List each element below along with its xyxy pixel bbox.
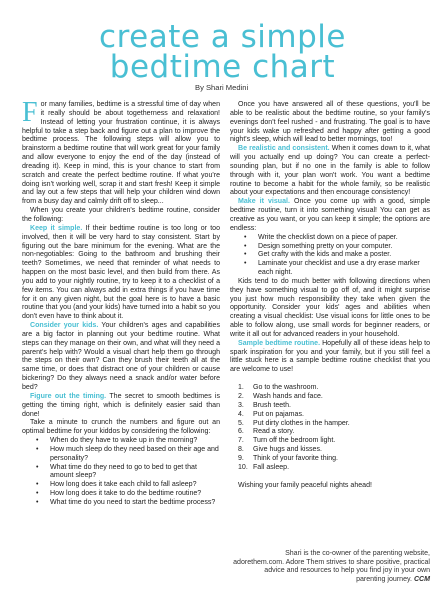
list-number: 7. xyxy=(238,437,244,445)
list-text: Go to the washroom. xyxy=(253,384,319,392)
answers-paragraph: Once you have answered all of these questions, you'll be able to be realistic about the bedtime routine, so your family's evenings don't feel rushed - and frustrating. The goal is to have your kids wake up refreshed and happy after getting a good night's sleep, which will lead to better mornings, too! xyxy=(230,101,430,144)
list-number: 1. xyxy=(238,384,244,392)
list-text: Think of your favorite thing. xyxy=(253,454,338,462)
bio-line: Shari is the co-owner of the parenting website, xyxy=(285,550,430,557)
list-item xyxy=(230,455,430,464)
list-text: Fall asleep. xyxy=(253,463,290,471)
author-bio xyxy=(230,550,430,584)
list-number: 10. xyxy=(238,463,248,471)
bio-line: advice and resources to help you find joy in your own xyxy=(264,567,430,575)
keep-simple-paragraph xyxy=(22,225,220,322)
list-item xyxy=(230,402,430,411)
list-item xyxy=(230,411,430,420)
timing-heading: Figure out the timing. xyxy=(30,392,107,400)
kids-visual-paragraph: Kids tend to do much better with following directions when they have something visual to go off of, and it might surprise you just how much responsibility they take when given the opportunity. Consider your kids' ages and abilities when creating a visual checklist: Use visual icons for little ones to be able to follow along, use small words for beginner readers, or write it all out for advanced readers in your household. xyxy=(230,277,430,338)
list-item: • Design something pretty on your computer. xyxy=(258,243,430,252)
list-number: 2. xyxy=(238,393,244,400)
realistic-heading: Be realistic and consistent. xyxy=(238,145,330,153)
bio-line xyxy=(230,576,430,585)
sample-text: Hopefully all of these ideas help to spark inspiration for you and your family, but if you still feel a little stuck here is a sample bedtime routine checklist that you are welcome to use! xyxy=(230,339,430,374)
column-right xyxy=(230,101,430,490)
timing-text: The secret to smooth bedtimes is getting the timing right, which is definitely easier said than done! xyxy=(22,392,221,418)
visual-options-list xyxy=(230,234,430,278)
list-text: Put dirty clothes in the hamper. xyxy=(253,419,350,427)
title-line-1: create a simple xyxy=(99,19,346,55)
list-item: • How long does it take each child to fall asleep? xyxy=(50,481,220,490)
sample-paragraph xyxy=(230,340,430,375)
list-item: • What time do they need to go to bed to get that amount sleep? xyxy=(50,464,220,482)
realistic-paragraph xyxy=(230,145,430,198)
consider-kids-paragraph xyxy=(22,322,220,393)
list-item xyxy=(230,464,430,473)
list-item xyxy=(230,420,430,429)
magazine-mark: CCM xyxy=(413,575,430,583)
list-text: Put on pajamas. xyxy=(253,410,304,418)
list-text: Brush teeth. xyxy=(253,401,291,409)
bio-line: adorethem.com. Adore Them strives to share positive, practical xyxy=(233,558,430,566)
column-left xyxy=(22,97,221,508)
keep-simple-heading: Keep it simple. xyxy=(30,224,83,232)
timing-questions-list xyxy=(22,437,220,508)
list-number: 9. xyxy=(238,454,244,462)
visual-paragraph xyxy=(230,198,430,233)
list-number: 6. xyxy=(238,428,244,436)
consider-kids-heading: Consider your kids. xyxy=(30,322,99,330)
intro-text: or many families, bedtime is a stressful time of day when it really should be about togetherness and relaxation! Instead of letting your frustration continue, it is always helpful to take a step back and figure out a plan to improve the bedtime process. The following steps will allow you to brainstorm a bedtime routine that will work great for your family and allow everyone to enjoy the end of the day (instead of dreading it). Keep in mind, this is your chance to start from scratch and create the perfect bedtime routine. If what you're doing isn't working well, scrap it and start fresh! Keep it simple and lay out a few steps that will help your children wind down from a busy day and calmly drift off to sleep... xyxy=(22,101,220,206)
list-text: Wash hands and face. xyxy=(253,393,323,400)
byline: By Shari Medini xyxy=(195,83,249,92)
consider-kids-text: Your children's ages and capabilities are a big factor in planning out your bedtime routine. What steps can they manage on their own, and what will they need a parent's help with? Would a visual chart help them go through the steps on their own? Can they brush their teeth all at the same time, or does that distract one of your children or cause bickering? Do they always need a snack and/or water before bed? xyxy=(22,322,220,391)
list-item xyxy=(230,437,430,446)
list-item xyxy=(230,384,430,393)
timing-paragraph-2: Take a minute to crunch the numbers and figure out an optimal bedtime for your kiddos by considering the following: xyxy=(22,419,220,436)
intro-paragraph xyxy=(22,97,220,207)
list-item xyxy=(230,393,430,402)
title-line-2: bedtime chart xyxy=(109,49,336,85)
list-item xyxy=(230,428,430,437)
list-item xyxy=(230,446,430,455)
routine-checklist xyxy=(230,384,430,472)
keep-simple-text: If their bedtime routine is too long or too involved, then it will be very hard to stay consistent. Start by figuring out the bare minimum for the evening. What are the non-negotiables: Going to the bathroom and brushing their teeth? Sometimes, we need that reminder of what needs to happen on the most basic level, and then build from there. As you add to your nightly routine, try to keep it to a checklist of a few items. You can always add in extra things if you have time for it on any given night, but the goal here is to have a basic routine that you (and your kids) have turned into a habit so you don't even have to think about it. xyxy=(22,224,221,321)
list-item: • Laminate your checklist and use a dry erase marker each night. xyxy=(258,260,430,278)
sample-heading: Sample bedtime routine. xyxy=(238,339,321,347)
list-number: 5. xyxy=(238,419,244,427)
list-text: Give hugs and kisses. xyxy=(253,446,322,454)
list-text: Read a story. xyxy=(253,428,295,436)
bio-text: parenting journey. xyxy=(356,575,412,583)
list-item: • Write the checklist down on a piece of paper. xyxy=(258,234,430,243)
visual-heading: Make it visual. xyxy=(238,198,290,206)
consider-paragraph: When you create your children's bedtime routine, consider the following: xyxy=(22,207,220,223)
list-number: 8. xyxy=(238,446,244,454)
list-item: • How long does it take to do the bedtime routine? xyxy=(50,490,220,499)
list-number: 3. xyxy=(238,401,244,409)
visual-text: Once you come up with a good, simple bedtime routine, turn it into something visual! You can get as creative as you want, or you can keep it simple; the options are endless: xyxy=(230,198,430,232)
list-item: • When do they have to wake up in the morning? xyxy=(50,437,220,446)
drop-cap: F xyxy=(22,97,38,128)
list-item: • What time do you need to start the bedtime process? xyxy=(50,499,220,508)
realistic-text: When it comes down to it, what will you actually end up doing? You can create a perfect-sounding plan, but if no one in the family is able to follow through with it, your plan won't work. You want a bedtime routine to become a habit for the whole family, so be realistic about your expectations and then encourage consistency! xyxy=(230,145,431,197)
closing-line: Wishing your family peaceful nights ahead! xyxy=(238,481,372,489)
list-item: • Get crafty with the kids and make a poster. xyxy=(258,251,430,260)
list-text: Turn off the bedroom light. xyxy=(253,437,336,445)
list-item: • How much sleep do they need based on their age and personality? xyxy=(50,446,220,464)
list-number: 4. xyxy=(238,410,244,418)
timing-paragraph xyxy=(22,393,220,420)
